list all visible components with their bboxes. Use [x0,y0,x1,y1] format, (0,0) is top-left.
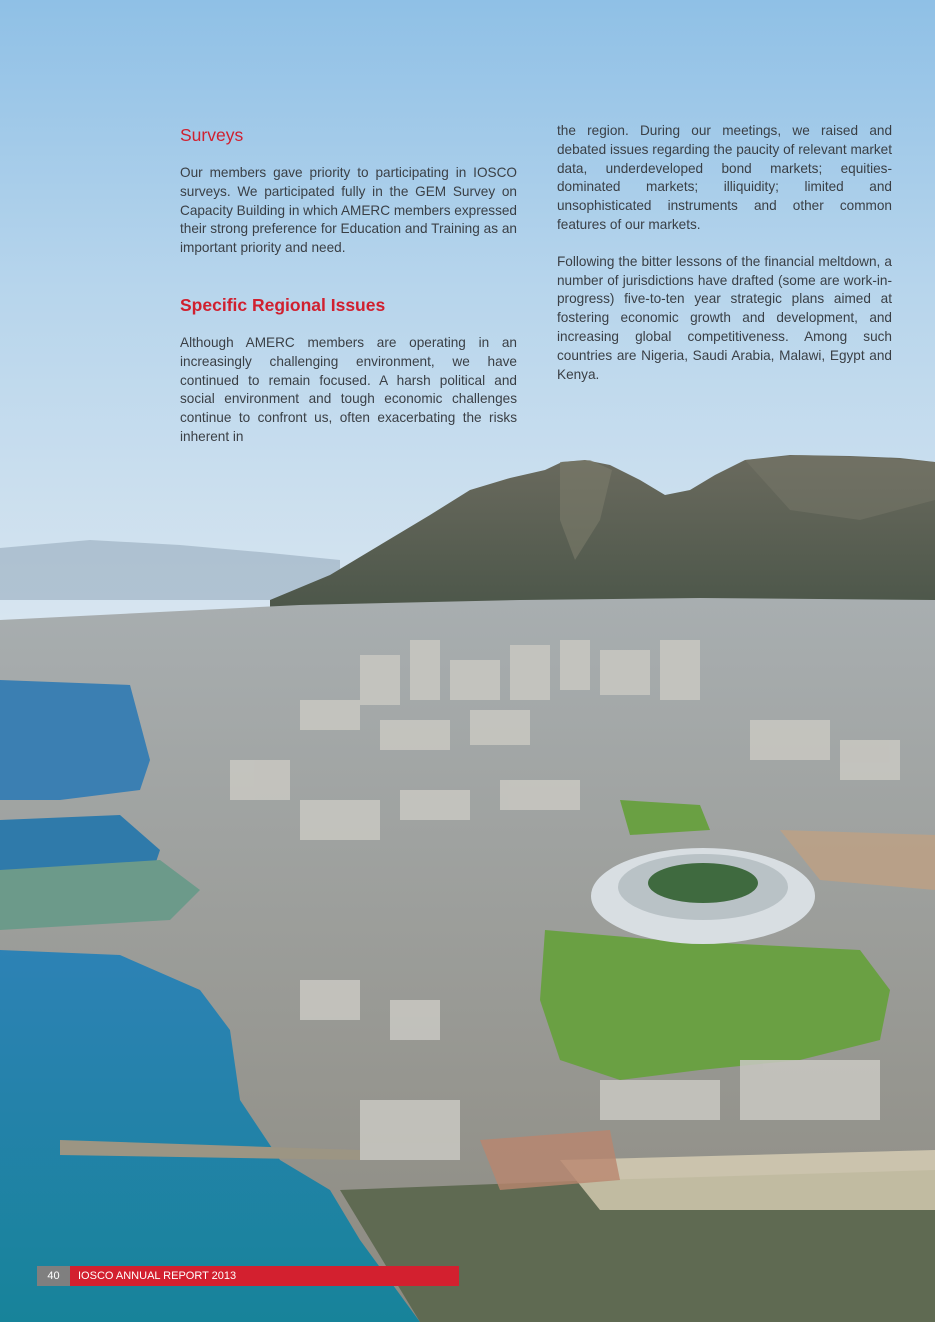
regional-issues-paragraph-start: Although AMERC members are operating in an increasingly challenging environment, we have continued to remain focused. A harsh political and social environment and tough economic challenges continue to confront us, often exacerbating the risks inherent in [180,334,517,444]
regional-issues-paragraph-continued: the region. During our meetings, we raised and debated issues regarding the paucity of relevant market data, underdeveloped bond markets; equities-dominated markets; illiquidity; limited and unsophisticated instruments and other common features of our markets. [557,123,892,232]
surveys-paragraph: Our members gave priority to participating in IOSCO surveys. We participated fully in the GEM Survey on Capacity Building in which AMERC members expressed their strong preference for Education and Training as an important priority and need. [180,165,517,256]
regional-issues-paragraph-2: Following the bitter lessons of the financial meltdown, a number of jurisdictions have drafted (some are work-in-progress) five-to-ten year strategic plans aimed at fostering economic growth and development, and increasing global competitiveness. Among such countries are Nigeria, Saudi Arabia, Malawi, Egypt and Kenya. [557,253,892,382]
surveys-heading: Surveys [180,125,244,145]
regional-issues-heading: Specific Regional Issues [180,294,386,315]
left-text-column [180,124,517,447]
report-title-band: IOSCO ANNUAL REPORT 2013 [70,1266,459,1286]
page-footer [37,1266,459,1286]
right-text-column [557,122,892,384]
page-number: 40 [37,1266,70,1286]
